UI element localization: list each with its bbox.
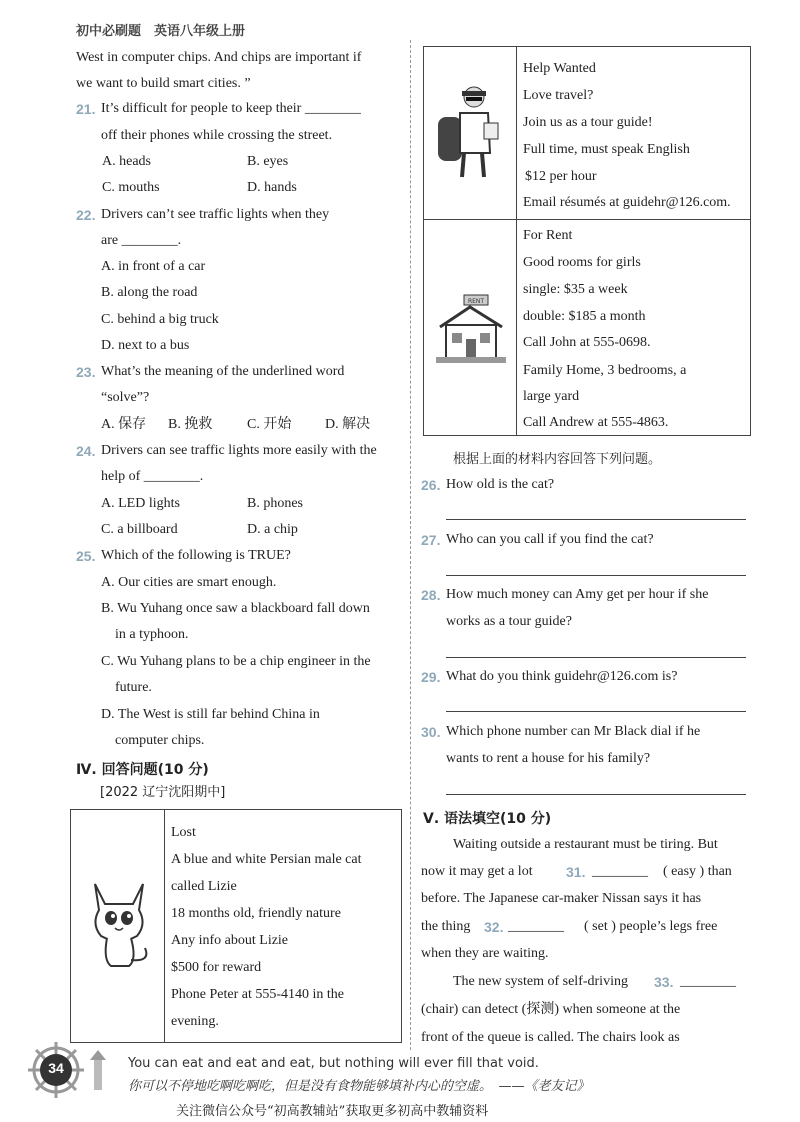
lost-ad-line: 18 months old, friendly nature [171, 906, 341, 921]
footer-promo: 关注微信公众号“初高教辅站”获取更多初高中教辅资料 [176, 1104, 489, 1119]
question-text: Drivers can’t see traffic lights when they [101, 207, 330, 222]
instruction: 根据上面的材料内容回答下列问题。 [453, 452, 662, 467]
option[interactable]: C. a billboard [101, 522, 178, 537]
blank-32[interactable]: ________ [508, 919, 564, 934]
question-number: 25. [76, 548, 96, 564]
option[interactable]: D. hands [247, 180, 297, 195]
option[interactable]: A. 保存 [101, 417, 147, 432]
option[interactable]: D. a chip [247, 522, 298, 537]
question-text: Which of the following is TRUE? [101, 548, 291, 563]
cell-divider [164, 810, 165, 1042]
option[interactable]: C. 开始 [247, 417, 292, 432]
footer-quote-cn: 你可以不停地吃啊吃啊吃，但是没有食物能够填补内心的空虚。 ——《老友记》 [128, 1079, 590, 1094]
option[interactable]: C. Wu Yuhang plans to be a chip engineer in the [101, 654, 371, 669]
lost-ad-line: Phone Peter at 555-4140 in the [171, 987, 345, 1002]
blank-number: 32. [484, 919, 504, 935]
option[interactable]: A. LED lights [101, 496, 180, 511]
passage-line: front of the queue is called. The chairs look as [421, 1030, 680, 1045]
answer-line[interactable] [446, 575, 746, 576]
answer-line[interactable] [446, 657, 746, 658]
question-text: works as a tour guide? [446, 614, 572, 629]
question-number: 29. [421, 669, 441, 685]
cell-divider [516, 47, 517, 435]
question-text: Drivers can see traffic lights more easily with the [101, 443, 377, 458]
option[interactable]: C. behind a big truck [101, 312, 219, 327]
question-number: 27. [421, 532, 441, 548]
source-tag: [2022 辽宁沈阳期中] [100, 785, 226, 800]
option[interactable]: B. eyes [247, 154, 289, 169]
question-number: 24. [76, 443, 96, 459]
question-text: are ________. [101, 233, 182, 248]
option[interactable]: B. phones [247, 496, 303, 511]
job-ad-line: Full time, must speak English [523, 142, 690, 157]
passage-line: (chair) can detect (探测) when someone at the [421, 1002, 681, 1017]
column-divider [410, 40, 411, 1050]
section-title: Ⅴ. 语法填空(10 分) [423, 811, 552, 827]
question-text: It’s difficult for people to keep their ________ [101, 101, 361, 116]
house-icon [436, 293, 506, 365]
question-text: What’s the meaning of the underlined word [101, 364, 345, 379]
lost-ad-line: $500 for reward [171, 960, 262, 975]
option[interactable]: D. next to a bus [101, 338, 190, 353]
question-number: 30. [421, 724, 441, 740]
rent-sign-text: RENT [467, 298, 485, 305]
question-text: Who can you call if you find the cat? [446, 532, 654, 547]
option[interactable]: A. heads [102, 154, 151, 169]
row-divider [424, 219, 750, 220]
question-text: What do you think guidehr@126.com is? [446, 669, 678, 684]
passage-line: before. The Japanese car-maker Nissan says it has [421, 891, 702, 906]
blank-31[interactable]: ________ [592, 864, 648, 879]
lost-ad-line: evening. [171, 1014, 219, 1029]
job-ad-line: Join us as a tour guide! [523, 115, 653, 130]
blank-number: 33. [654, 974, 674, 990]
question-number: 28. [421, 587, 441, 603]
passage-line: The new system of self-driving [453, 974, 628, 989]
lost-ad-line: Any info about Lizie [171, 933, 289, 948]
rent-ad-line: single: $35 a week [523, 282, 628, 297]
question-number: 26. [421, 477, 441, 493]
lost-ad-line: A blue and white Persian male cat [171, 852, 362, 867]
option[interactable]: B. along the road [101, 285, 198, 300]
rent-ad-line: For Rent [523, 228, 573, 243]
passage-line: now it may get a lot [421, 864, 533, 879]
question-text: “solve”? [101, 390, 150, 405]
answer-line[interactable] [446, 711, 746, 712]
page-header: 初中必刷题 英语八年级上册 [76, 24, 246, 39]
question-text: How much money can Amy get per hour if she [446, 587, 709, 602]
lost-ad-line: Lost [171, 825, 196, 840]
footer-quote-en: You can eat and eat and eat, but nothing will ever fill that void. [128, 1056, 539, 1071]
rent-ad-line: Good rooms for girls [523, 255, 641, 270]
passage-line: ( easy ) than [663, 864, 732, 879]
question-text: off their phones while crossing the street. [101, 128, 333, 143]
lost-ad-box [70, 809, 402, 1043]
job-ad-line: Email résumés at guidehr@126.com. [523, 195, 731, 210]
job-ad-line: Love travel? [523, 88, 594, 103]
option[interactable]: C. mouths [102, 180, 160, 195]
rent-ad-line: large yard [523, 389, 580, 404]
job-ad-line: $12 per hour [525, 169, 597, 184]
option[interactable]: A. in front of a car [101, 259, 206, 274]
blank-33[interactable]: ________ [680, 974, 736, 989]
option-continued: in a typhoon. [115, 627, 189, 642]
question-text: How old is the cat? [446, 477, 555, 492]
lost-ad-line: called Lizie [171, 879, 237, 894]
question-number: 23. [76, 364, 96, 380]
answer-line[interactable] [446, 794, 746, 795]
option[interactable]: A. Our cities are smart enough. [101, 575, 277, 590]
rent-ad-line: double: $185 a month [523, 309, 646, 324]
question-text: Which phone number can Mr Black dial if he [446, 724, 701, 739]
option[interactable]: D. The West is still far behind China in [101, 707, 320, 722]
passage-line: when they are waiting. [421, 946, 549, 961]
option-continued: future. [115, 680, 152, 695]
intro-line-1: West in computer chips. And chips are important if [76, 50, 362, 65]
option[interactable]: B. 挽救 [168, 417, 213, 432]
option[interactable]: D. 解决 [325, 417, 371, 432]
ads-box [423, 46, 751, 436]
job-ad-line: Help Wanted [523, 61, 596, 76]
passage-line: ( set ) people’s legs free [584, 919, 718, 934]
answer-line[interactable] [446, 519, 746, 520]
rent-ad-line: Family Home, 3 bedrooms, a [523, 363, 687, 378]
page-number: 34 [48, 1060, 64, 1076]
rent-ad-line: Call John at 555-0698. [523, 335, 651, 350]
rent-ad-line: Call Andrew at 555-4863. [523, 415, 669, 430]
passage-line: Waiting outside a restaurant must be tiring. But [453, 837, 718, 852]
question-number: 21. [76, 101, 96, 117]
question-text: wants to rent a house for his family? [446, 751, 651, 766]
option[interactable]: B. Wu Yuhang once saw a blackboard fall down [101, 601, 370, 616]
blank-number: 31. [566, 864, 586, 880]
question-number: 22. [76, 207, 96, 223]
intro-line-2: we want to build smart cities. ” [76, 76, 251, 91]
cat-icon [81, 876, 157, 972]
tourist-icon [434, 83, 510, 179]
question-text: help of ________. [101, 469, 204, 484]
section-title: Ⅳ. 回答问题(10 分) [76, 762, 209, 778]
passage-line: the thing [421, 919, 471, 934]
option-continued: computer chips. [115, 733, 205, 748]
